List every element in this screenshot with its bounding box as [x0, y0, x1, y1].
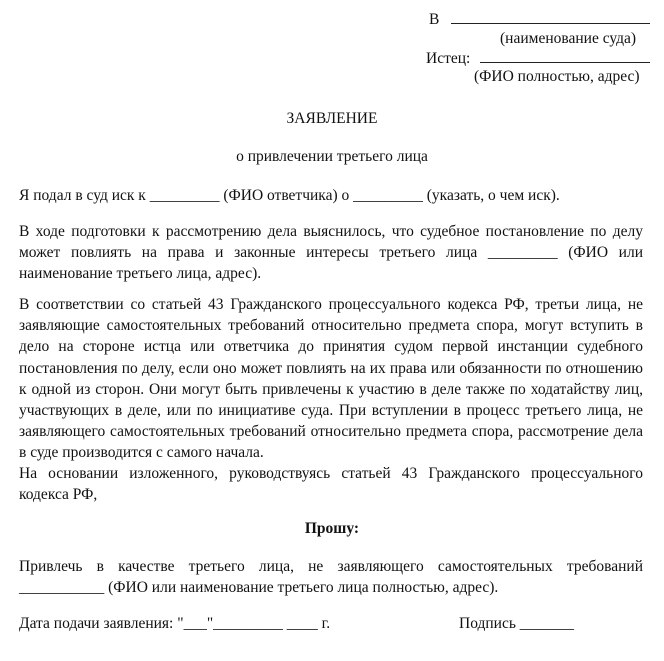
paragraph-legal-basis: В соответствии со статьей 43 Гражданского процессуального кодекса РФ, третьи лица, не заявляющие самостоятельных требований относительно предмета спора, могут вступить в дело на стороне истца или ответчика до принятия судом первой инстанции судебного постановления по делу, если оно может повлиять на их права или обязанности по отношению к одной из сторон. Они могут быть привлечены к участию в деле также по ходатайству лиц, участвующих в деле, или по инициативе суда. При вступлении в процесс третьего лица, не заявляющего самостоятельных требований относительно предмета спора, рассмотрение дела в суде производится с самого начала. — [19, 296, 643, 462]
paragraph-grounds: На основании изложенного, руководствуясь статьей 43 Гражданского процессуального кодекса РФ, — [19, 465, 643, 504]
signature-field: Подпись _______ — [459, 615, 575, 632]
court-name-blank — [451, 8, 650, 24]
document-subtitle: о привлечении третьего лица — [236, 148, 428, 165]
paragraph-request: Привлечь в качестве третьего лица, не заявляющего самостоятельных требований ___________ (ФИО или наименование третьего лица полностью, адрес). — [19, 558, 643, 597]
court-field — [429, 8, 650, 30]
plaintiff-caption: (ФИО полностью, адрес) — [474, 68, 640, 85]
court-prefix: В — [429, 11, 440, 28]
paragraph-circumstances: В ходе подготовки к рассмотрению дела выяснилось, что судебное постановление по делу может повлиять на права и законные интересы третьего лица _________ (ФИО или наименование третьего лица, адрес). — [19, 223, 643, 283]
plaintiff-label: Истец: — [426, 50, 471, 67]
document-title: ЗАЯВЛЕНИЕ — [286, 110, 378, 127]
paragraph-claim: Я подал в суд иск к _________ (ФИО ответчика) о _________ (указать, о чем иск). — [19, 187, 560, 204]
court-caption: (наименование суда) — [500, 30, 637, 47]
request-heading: Прошу: — [304, 520, 360, 537]
plaintiff-field — [426, 47, 650, 69]
plaintiff-blank — [480, 47, 650, 63]
submission-date: Дата подачи заявления: "___"_________ ____ г. — [19, 615, 331, 632]
